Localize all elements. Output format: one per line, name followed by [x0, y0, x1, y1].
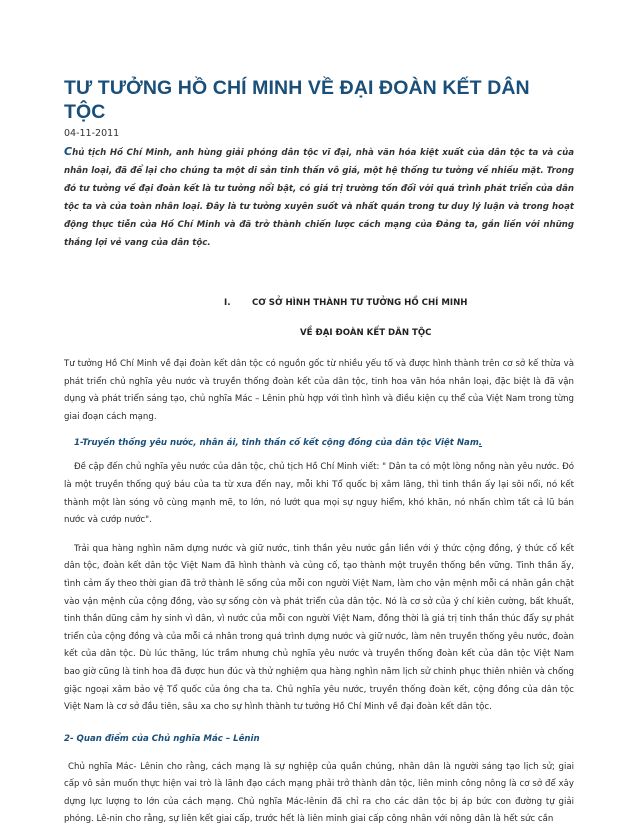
subheading-1-dot: .	[478, 438, 483, 449]
subheading-1	[64, 435, 574, 452]
intro-drop-cap: C	[64, 145, 73, 158]
paragraph: Tư tưởng Hồ Chí Minh về đại đoàn kết dân tộc có nguồn gốc từ nhiều yếu tố và được hình thành trên cơ sở kế thừa và phát triển chủ nghĩa yêu nước và truyền thống đoàn kết của dân tộc, tinh hoa văn hóa nhân loại, đặc biệt là đã vận dụng và phát triển sáng tạo, chủ nghĩa Mác – Lênin phù hợp với tình hình và điều kiện cụ thể của Việt Nam trong từng giai đoạn cách mạng.	[64, 359, 574, 422]
article-title: TƯ TƯỞNG HỒ CHÍ MINH VỀ ĐẠI ĐOÀN KẾT DÂN TỘC	[64, 77, 530, 123]
intro-text: hủ tịch Hồ Chí Minh, anh hùng giải phóng dân tộc vĩ đại, nhà văn hóa kiệt xuất của dân tộc ta và của nhân loại, đã để lại cho chúng ta một di sản tinh thần vô giá, một hệ thống tư tưởng về nhiều mặt. Trong đó tư tưởng về đại đoàn kết là tư tưởng nổi bật, có giá trị trường tồn đối với quá trình phát triển của dân tộc ta và của toàn nhân loại. Đây là tư tưởng xuyên suốt và nhất quán trong tư duy lý luận và trong hoạt động thực tiễn của Hồ Chí Minh và đã trở thành chiến lược cách mạng của Đảng ta, gắn liền với những thắng lợi vẻ vang của dân tộc.	[64, 148, 574, 248]
paragraph: Đề cập đến chủ nghĩa yêu nước của dân tộc, chủ tịch Hồ Chí Minh viết: " Dân ta có một lòng nồng nàn yêu nước. Đó là một truyền thống quý báu của ta từ xưa đến nay, mỗi khi Tổ quốc bị xâm lăng, thì tinh thần ấy lại sôi nổi, nó kết thành một làn sóng vô cùng mạnh mẽ, to lớn, nó lướt qua mọi sự nguy hiểm, khó khăn, nó nhấn chìm tất cả lũ bán nước và cướp nước".	[64, 462, 574, 526]
paragraph: Chủ nghĩa Mác- Lênin cho rằng, cách mạng là sự nghiệp của quần chúng, nhân dân là người sáng tạo lịch sử; giai cấp vô sản muốn thực hiện vai trò là lãnh đạo cách mạng phải trở thành dân tộc, liên minh công nông là cơ sở để xây dựng lực lượng to lớn của cách mạng. Chủ nghĩa Mác-lênin đã chỉ ra cho các dân tộc bị áp bức con đường tự giải phóng. Lê-nin cho rằng, sự liên kết giai cấp, trước hết là liên minh giai cấp công nhân với nông dân là hết sức cần	[64, 761, 574, 825]
subheading-2: 2- Quan điểm của Chủ nghĩa Mác – Lênin	[64, 733, 260, 744]
document-page	[64, 76, 574, 829]
article-intro	[64, 143, 574, 252]
section-heading-line1: CƠ SỞ HÌNH THÀNH TƯ TƯỞNG HỒ CHÍ MINH	[252, 298, 468, 308]
section-heading-line2: VỀ ĐẠI ĐOÀN KẾT DÂN TỘC	[300, 328, 432, 338]
section-number: I.	[224, 298, 231, 308]
paragraph: Trải qua hàng nghìn năm dựng nước và giữ nước, tinh thần yêu nước gắn liền với ý thức cộng đồng, ý thức cố kết dân tộc, đoàn kết dân tộc Việt Nam đã hình thành và củng cố, tạo thành một truyền thống bền vững. Tinh thần ấy, tình cảm ấy theo thời gian đã trở thành lẽ sống của mỗi con người Việt Nam, làm cho vận mệnh mỗi cá nhân gắn chặt vào vận mệnh của cộng đồng, vào sự sống còn và phát triển của dân tộc. Nó là cơ sở của ý chí kiên cường, bất khuất, tinh thần dũng cảm hy sinh vì dân, vì nước của mỗi con người Việt Nam, đồng thời là giá trị tinh thần thúc đẩy sự phát triển của cộng đồng và của mỗi cá nhân trong quá trình dựng nước và giữ nước, làm nên truyền thống yêu nước, đoàn kết của dân tộc. Dù lúc thăng, lúc trầm nhưng chủ nghĩa yêu nước và truyền thống đoàn kết của dân tộc Việt Nam bao giờ cũng là tinh hoa đã được hun đúc và thử nghiệm qua hàng nghìn năm lịch sử chinh phục thiên nhiên và chống giặc ngoại xâm bảo vệ Tổ quốc của ông cha ta. Chủ nghĩa yêu nước, truyền thống đoàn kết, cộng đồng của dân tộc Việt Nam là cơ sở đầu tiên, sâu xa cho sự hình thành tư tưởng Hồ Chí Minh về đại đoàn kết dân tộc.	[64, 543, 574, 713]
subheading-1-text: 1-Truyền thống yêu nước, nhân ái, tinh thần cố kết cộng đồng của dân tộc Việt Nam	[74, 438, 479, 449]
section-heading	[64, 297, 574, 340]
article-date: 04-11-2011	[64, 128, 120, 139]
